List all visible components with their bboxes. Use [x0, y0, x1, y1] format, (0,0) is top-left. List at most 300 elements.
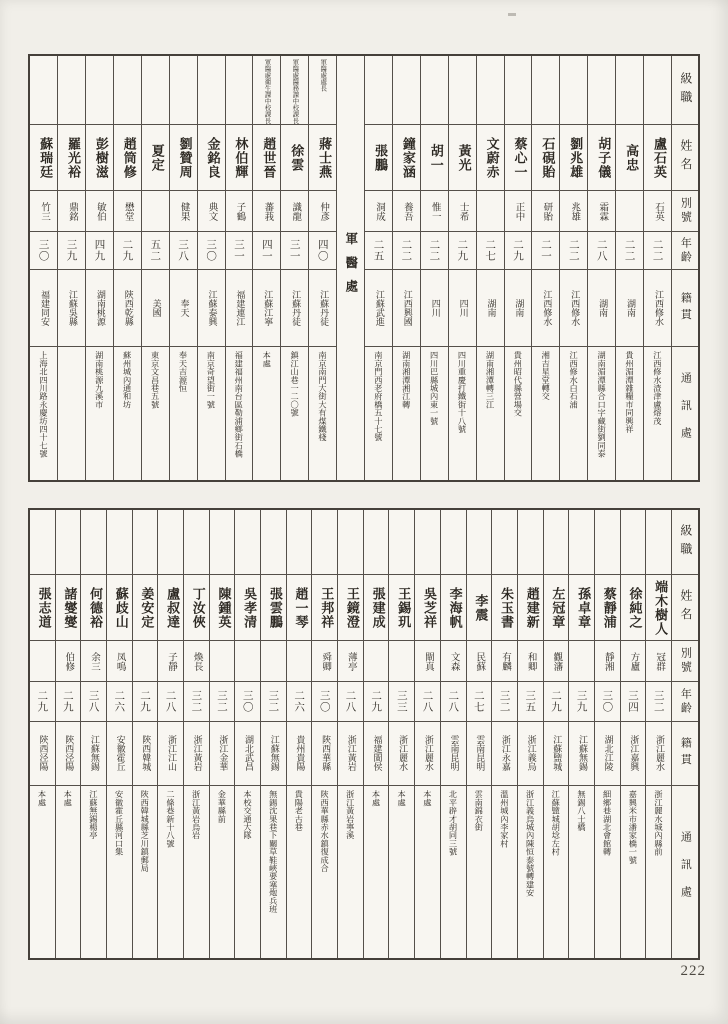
alias-cell [210, 641, 235, 683]
origin-cell [133, 722, 158, 785]
origin-cell [261, 722, 286, 785]
address-cell [226, 347, 253, 480]
origin-cell [646, 722, 671, 785]
address-cell [86, 347, 113, 480]
address-text: 陝西韓城縣芝川鎮郵局 [140, 789, 151, 872]
name-text: 劉兆雄 [567, 136, 583, 179]
person-column [106, 510, 132, 958]
age-text: 三一 [232, 239, 245, 263]
section-divider-label: 軍醫處 [343, 232, 359, 304]
origin-text: 陝西泾陽 [37, 735, 48, 772]
header-column [671, 56, 698, 480]
origin-text: 江蘇無錫 [268, 735, 279, 772]
address-text: 湖南桃源九溪市 [94, 351, 105, 409]
address-cell [261, 786, 286, 958]
address-cell [198, 347, 225, 480]
age-cell [198, 232, 225, 270]
title-cell [544, 510, 569, 575]
age-text: 三一 [288, 239, 301, 263]
alias-text: 煥長 [191, 651, 203, 671]
address-text: 福建福州南台區勒浦鄉街石橋 [234, 351, 245, 458]
alias-text: 養吾 [401, 201, 413, 221]
alias-text: 閘真 [422, 651, 434, 671]
alias-cell [532, 191, 559, 233]
name-cell [309, 125, 336, 190]
title-cell [56, 510, 81, 575]
title-cell [281, 56, 308, 125]
origin-text: 江西修水 [569, 290, 580, 327]
person-column [414, 510, 440, 958]
name-cell [81, 575, 106, 640]
title-cell [467, 510, 492, 575]
age-text: 三五 [524, 690, 537, 714]
name-cell [210, 575, 235, 640]
age-cell [133, 682, 158, 722]
name-cell [569, 575, 594, 640]
origin-cell [569, 722, 594, 785]
origin-text: 浙江麗水 [654, 735, 665, 772]
person-column [311, 510, 337, 958]
origin-cell [364, 722, 389, 785]
row-label: 姓名 [678, 589, 693, 627]
age-text: 二九 [61, 690, 74, 714]
address-text: 南京南門大街大有煤鐵棧 [318, 351, 328, 442]
alias-cell [281, 191, 308, 233]
name-cell [364, 575, 389, 640]
age-text: 二九 [36, 690, 49, 714]
address-text: 浙江義烏城內陳恒泰號轉建安 [525, 789, 536, 897]
person-column [543, 510, 569, 958]
title-cell [309, 56, 336, 125]
person-column [392, 56, 420, 480]
address-text: 細鄉巷湖北會館轉 [602, 789, 613, 856]
alias-cell [30, 641, 55, 683]
address-cell [621, 786, 646, 958]
title-cell [170, 56, 197, 125]
alias-cell [646, 641, 671, 683]
origin-text: 江蘇吳縣 [66, 290, 77, 327]
address-text: 無錫八士橋 [576, 789, 587, 831]
alias-cell [569, 641, 594, 683]
origin-text: 浙江麗水 [397, 735, 408, 772]
alias-text: 洞成 [373, 201, 385, 221]
age-cell [81, 682, 106, 722]
row-label: 通訊處 [679, 830, 693, 914]
row-label: 籍貫 [679, 736, 693, 770]
origin-cell [142, 270, 169, 347]
alias-text: 石英 [653, 201, 664, 221]
address-cell [30, 786, 55, 958]
age-text: 四〇 [316, 239, 329, 263]
address-cell [58, 347, 85, 480]
origin-text: 福建同安 [39, 290, 49, 327]
origin-text: 江蘇無錫 [88, 735, 99, 772]
address-text: 江西修水白石浦 [569, 351, 580, 409]
alias-text: 冠群 [654, 651, 666, 671]
title-cell [477, 56, 504, 125]
address-cell [389, 786, 414, 958]
age-text: 四一 [260, 239, 273, 263]
age-cell [210, 682, 235, 722]
person-column [225, 56, 253, 480]
title-text: 軍醫處處長 [319, 59, 328, 92]
alias-cell [253, 191, 280, 233]
name-text: 諸燮燮 [61, 586, 77, 629]
name-cell [505, 125, 532, 190]
row-label-cell [672, 786, 698, 958]
alias-cell [86, 191, 113, 233]
header-column [671, 510, 698, 958]
name-text: 文蔚赤 [483, 136, 499, 179]
title-cell [312, 510, 337, 575]
origin-text: 陝西泾陽 [63, 735, 74, 772]
name-text: 蘇瑞廷 [37, 136, 53, 179]
name-text: 趙一琴 [292, 586, 308, 629]
person-column [466, 510, 492, 958]
title-cell [287, 510, 312, 575]
name-cell [30, 125, 57, 190]
row-label-cell [672, 682, 698, 722]
origin-cell [235, 722, 260, 785]
age-cell [56, 682, 81, 722]
age-cell [226, 232, 253, 270]
age-text: 三〇 [37, 239, 50, 263]
name-text: 左冠章 [549, 586, 565, 629]
age-cell [184, 682, 209, 722]
title-cell [449, 56, 476, 125]
alias-cell [560, 191, 587, 233]
address-text: 奉天吉源恒 [178, 351, 189, 393]
origin-text: 江蘇盬城 [551, 735, 562, 772]
title-cell [235, 510, 260, 575]
age-cell [518, 682, 543, 722]
name-text: 石硯貽 [539, 136, 555, 179]
age-text: 三三 [395, 690, 408, 714]
age-text: 二九 [456, 239, 469, 263]
alias-text: 子靜 [166, 651, 178, 671]
age-cell [364, 682, 389, 722]
address-text: 上海北四川路永慶坊四十七號 [38, 351, 49, 458]
address-cell [477, 347, 504, 480]
origin-cell [287, 722, 312, 785]
alias-cell [393, 191, 420, 233]
origin-text: 江西興國 [401, 290, 412, 327]
origin-text: 浙江嘉興 [628, 735, 639, 772]
alias-cell [365, 191, 392, 233]
age-cell [569, 682, 594, 722]
origin-cell [312, 722, 337, 785]
person-column [30, 510, 55, 958]
alias-text: 正中 [513, 201, 525, 221]
alias-text: 典文 [206, 201, 218, 221]
alias-text: 靜湘 [602, 651, 614, 671]
age-cell [158, 682, 183, 722]
origin-text: 江西修水 [652, 290, 663, 327]
origin-text: 浙江江山 [165, 735, 176, 772]
alias-cell [114, 191, 141, 233]
row-label-cell [672, 347, 698, 480]
row-label: 別號 [679, 197, 693, 225]
row-label: 年齡 [679, 236, 693, 265]
address-text: 溫州城內李家村 [499, 789, 510, 847]
name-cell [58, 125, 85, 190]
age-text: 三二 [216, 690, 228, 714]
person-column [260, 510, 286, 958]
origin-cell [253, 270, 280, 347]
age-cell [309, 232, 336, 270]
alias-cell [518, 641, 543, 683]
name-cell [133, 575, 158, 640]
name-text: 徐雲 [288, 143, 304, 172]
address-text: 四川重慶打鐵街十八號 [457, 351, 468, 434]
age-cell [30, 682, 55, 722]
age-cell [544, 682, 569, 722]
age-cell [235, 682, 260, 722]
origin-cell [505, 270, 532, 347]
age-cell [415, 682, 440, 722]
age-text: 三八 [177, 239, 190, 263]
person-column [141, 56, 169, 480]
origin-cell [616, 270, 643, 347]
address-text: 北平辟才胡同三號 [448, 789, 459, 856]
origin-text: 江蘇丹徒 [318, 290, 329, 327]
age-cell [477, 232, 504, 270]
address-text: 浙江黃岩寧溪 [345, 789, 356, 839]
title-cell [86, 56, 113, 125]
person-column [491, 510, 517, 958]
origin-cell [588, 270, 615, 347]
age-text: 二五 [372, 239, 385, 263]
person-column [197, 56, 225, 480]
origin-text: 雲南昆明 [448, 735, 459, 772]
alias-cell [616, 191, 643, 233]
row-label: 通訊處 [679, 372, 693, 455]
name-text: 張雲鵬 [266, 586, 282, 629]
age-text: 二二 [428, 239, 441, 263]
name-cell [142, 125, 169, 190]
address-cell [253, 347, 280, 480]
person-column [30, 56, 57, 480]
person-column [645, 510, 671, 958]
address-cell [569, 786, 594, 958]
address-cell [588, 347, 615, 480]
alias-cell [621, 641, 646, 683]
origin-cell [441, 722, 466, 785]
age-cell [389, 682, 414, 722]
name-cell [518, 575, 543, 640]
name-cell [226, 125, 253, 190]
age-text: 二二 [400, 239, 413, 263]
address-cell [30, 347, 57, 480]
age-text: 三二 [652, 690, 665, 714]
name-cell [235, 575, 260, 640]
address-text: 江西修水渣津盧熔茂 [652, 351, 663, 426]
origin-cell [56, 722, 81, 785]
age-text: 二六 [293, 690, 306, 714]
person-column [209, 510, 235, 958]
title-cell [595, 510, 620, 575]
address-text: 四川巴縣城內東一號 [429, 351, 440, 426]
name-text: 盧叔達 [164, 586, 180, 629]
row-label-cell [672, 270, 698, 347]
origin-text: 江西修水 [541, 290, 552, 327]
title-cell [30, 56, 57, 125]
name-text: 姜安定 [138, 586, 154, 629]
title-cell [389, 510, 414, 575]
origin-text: 陝西乾縣 [122, 290, 133, 327]
alias-text: 民蘇 [474, 651, 486, 671]
alias-text: 舜卿 [320, 651, 332, 671]
alias-text: 余三 [88, 651, 100, 671]
origin-text: 湖南 [485, 299, 496, 318]
origin-text: 浙江義烏 [525, 735, 536, 772]
alias-cell [421, 191, 448, 233]
row-label-cell [672, 125, 698, 190]
origin-cell [198, 270, 225, 347]
age-text: 五二 [149, 239, 162, 263]
alias-text: 識龍 [290, 201, 302, 221]
alias-text: 懋堂 [122, 201, 134, 221]
address-text: 陝西華縣赤水鎮復成合 [320, 789, 331, 872]
address-cell [393, 347, 420, 480]
title-cell [81, 510, 106, 575]
origin-cell [30, 722, 55, 785]
origin-cell [492, 722, 517, 785]
title-cell [518, 510, 543, 575]
name-cell [338, 575, 363, 640]
address-cell [312, 786, 337, 958]
origin-text: 浙江麗水 [422, 735, 433, 772]
person-column [280, 56, 308, 480]
person-column [157, 510, 183, 958]
alias-text: 竹三 [39, 201, 51, 221]
name-text: 金銘良 [204, 136, 220, 179]
page-number: 222 [680, 963, 706, 979]
address-text: 貴州湄潭雜糧市同興祥 [624, 351, 635, 434]
address-text: 本處 [37, 789, 48, 806]
address-text: 本處 [63, 789, 74, 806]
name-cell [312, 575, 337, 640]
name-text: 張建成 [369, 586, 385, 629]
title-cell [107, 510, 132, 575]
person-column [85, 56, 113, 480]
alias-text: 薄亭 [345, 651, 357, 671]
address-cell [415, 786, 440, 958]
person-column [448, 56, 476, 480]
alias-cell [312, 641, 337, 683]
alias-text: 敏伯 [94, 201, 106, 221]
origin-cell [158, 722, 183, 785]
origin-cell [184, 722, 209, 785]
address-cell [505, 347, 532, 480]
row-label: 年齡 [679, 688, 693, 716]
row-label-cell [672, 575, 698, 640]
address-cell [210, 786, 235, 958]
alias-text: 霜霖 [597, 201, 609, 221]
origin-text: 福建閩侯 [371, 735, 382, 772]
age-text: 三四 [627, 690, 639, 714]
person-column [364, 56, 392, 480]
title-cell [415, 510, 440, 575]
title-cell [184, 510, 209, 575]
age-cell [261, 682, 286, 722]
age-text: 二九 [549, 690, 562, 714]
address-cell [338, 786, 363, 958]
origin-text: 湖南 [597, 299, 608, 318]
age-cell [312, 682, 337, 722]
origin-cell [544, 722, 569, 785]
origin-text: 雲南昆明 [474, 735, 485, 772]
origin-cell [467, 722, 492, 785]
age-text: 三二 [498, 690, 511, 714]
person-column [517, 510, 543, 958]
name-cell [621, 575, 646, 640]
title-cell [198, 56, 225, 125]
row-label-cell [672, 722, 698, 785]
age-text: 二八 [421, 690, 434, 714]
address-text: 本處 [371, 789, 382, 806]
origin-cell [518, 722, 543, 785]
title-cell [588, 56, 615, 125]
name-text: 胡一 [427, 143, 443, 172]
title-cell [621, 510, 646, 575]
origin-text: 陝西韓城 [140, 735, 151, 772]
person-column [80, 510, 106, 958]
alias-text: 惟一 [429, 201, 441, 221]
person-column [183, 510, 209, 958]
name-text: 王錫玑 [395, 586, 411, 629]
row-label-cell [672, 641, 698, 683]
name-text: 丁汝俠 [189, 586, 205, 629]
alias-text: 觀瀋 [551, 651, 563, 671]
age-cell [505, 232, 532, 270]
address-cell [492, 786, 517, 958]
row-label-cell [672, 510, 698, 575]
origin-cell [226, 270, 253, 347]
name-cell [114, 125, 141, 190]
name-text: 黃光 [455, 143, 471, 172]
alias-cell [449, 191, 476, 233]
title-cell [114, 56, 141, 125]
address-cell [441, 786, 466, 958]
name-text: 彭樹滋 [92, 136, 108, 179]
row-label: 姓名 [678, 138, 693, 177]
address-text: 二條巷新十八號 [165, 789, 176, 847]
alias-text: 和卿 [525, 651, 537, 671]
name-cell [646, 575, 671, 640]
title-cell [421, 56, 448, 125]
age-text: 二七 [484, 239, 497, 263]
name-cell [595, 575, 620, 640]
alias-cell [441, 641, 466, 683]
address-cell [365, 347, 392, 480]
address-text: 本處 [397, 789, 408, 806]
address-cell [449, 347, 476, 480]
alias-cell [158, 641, 183, 683]
address-cell [616, 347, 643, 480]
alias-text: 有麟 [499, 651, 511, 671]
name-cell [560, 125, 587, 190]
name-cell [389, 575, 414, 640]
title-cell [365, 56, 392, 125]
alias-cell [389, 641, 414, 683]
address-cell [184, 786, 209, 958]
name-cell [287, 575, 312, 640]
person-column [234, 510, 260, 958]
address-text: 湖南湘潭轉三江 [485, 351, 496, 409]
address-text: 金華縣前 [217, 789, 228, 823]
origin-cell [560, 270, 587, 347]
